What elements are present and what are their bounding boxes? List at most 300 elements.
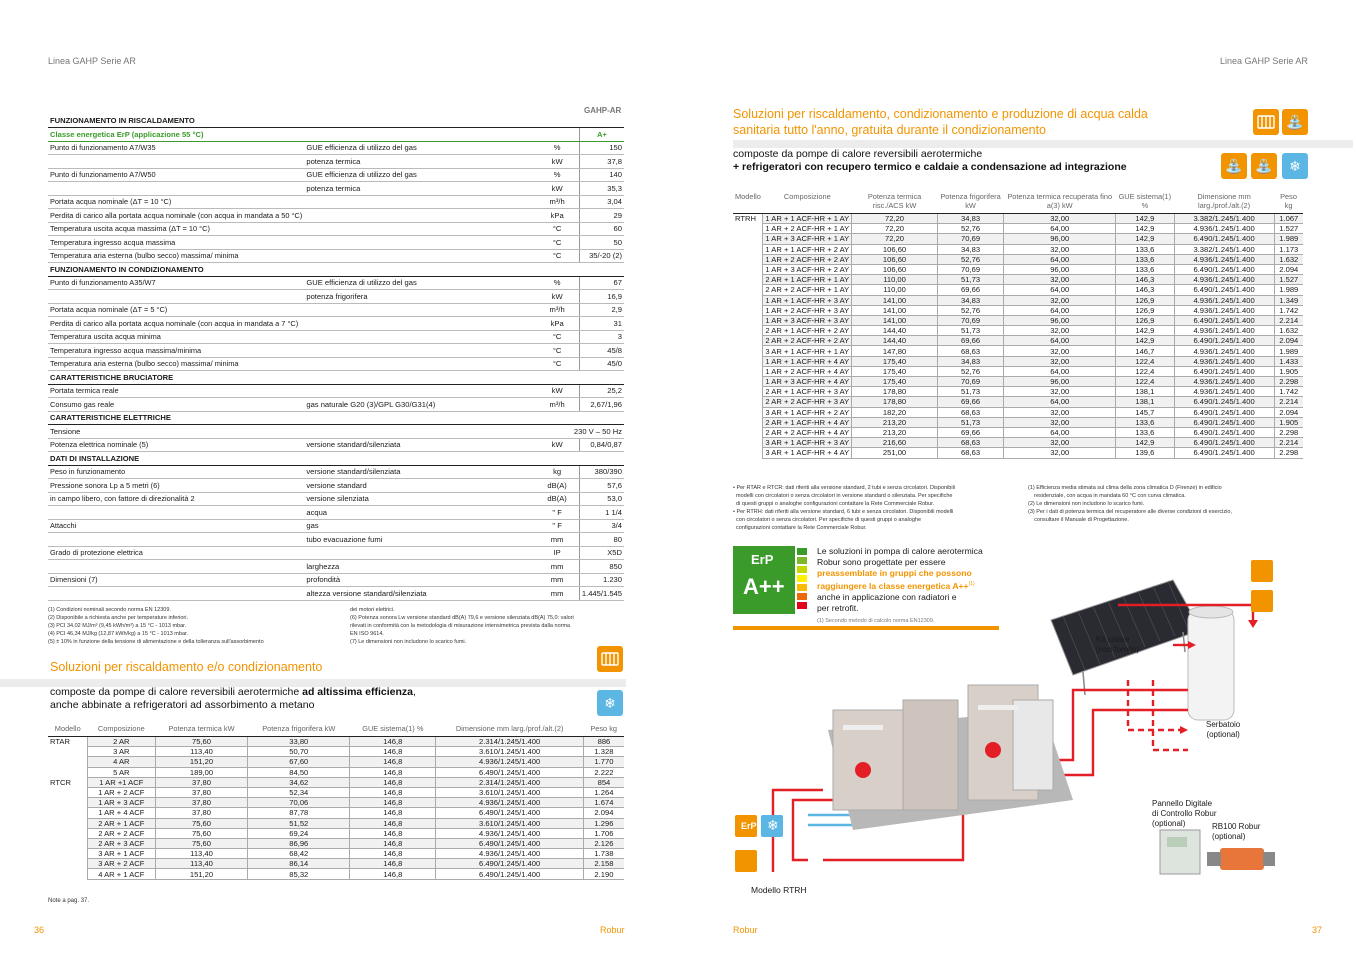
spec-label: Portata acqua nominale (ΔT = 5 °C) <box>48 303 304 317</box>
table-cell: 6.490/1.245/1.400 <box>1174 366 1274 376</box>
model-cell <box>733 377 763 387</box>
table-cell: 3.610/1.245/1.400 <box>436 747 583 757</box>
table-cell: 1.989 <box>1274 234 1303 244</box>
spec-label: Temperatura aria esterna (bulbo secco) massima/ minima <box>48 249 304 263</box>
spec-label: Portata acqua nominale (ΔT = 10 °C) <box>48 195 304 209</box>
spec-label: Punto di funzionamento A35/W7 <box>48 276 304 290</box>
spec-label <box>48 182 304 196</box>
footnote-line: (3) PCI 34,02 MJ/m³ (9,45 kWh/m³) a 15 °C - 1013 mbar. <box>48 623 187 629</box>
radiator-icon <box>597 646 623 672</box>
table-cell: 1 AR + 3 ACF <box>87 798 155 808</box>
table-cell: 122,4 <box>1116 377 1174 387</box>
table-cell: 1.067 <box>1274 214 1303 224</box>
footnotes-left <box>48 606 338 646</box>
table-cell: 106,60 <box>852 244 938 254</box>
spec-unit: kPa <box>535 317 579 331</box>
kit-solare-label <box>1096 635 1139 655</box>
table-row <box>733 214 1303 224</box>
erp-text-6: per retrofit. <box>817 602 859 613</box>
table-cell: 70,69 <box>937 315 1003 325</box>
title-line1: Soluzioni per riscaldamento, condizionamento e produzione di acqua calda <box>733 107 1148 121</box>
model-cell <box>733 254 763 264</box>
spec-label: Perdita di carico alla portata acqua nominale (con acqua in mandata a 7 °C) <box>48 317 304 331</box>
table-cell: 175,40 <box>852 356 938 366</box>
brand-footer: Robur <box>733 925 758 935</box>
rtrh-table <box>733 190 1303 459</box>
spec-label: Potenza elettrica nominale (5) <box>48 438 304 452</box>
spec-section-label: CARATTERISTICHE BRUCIATORE <box>48 371 624 385</box>
table-cell: 37,80 <box>155 808 248 818</box>
model-cell <box>733 417 763 427</box>
erp-text-1: Le soluzioni in pompa di calore aerotermica <box>817 546 983 556</box>
model-cell <box>733 326 763 336</box>
table-cell: 2.214 <box>1274 397 1303 407</box>
spec-row <box>48 519 624 533</box>
spec-sublabel: versione standard <box>304 479 535 493</box>
footnotes-right <box>350 606 630 646</box>
table-cell: 110,00 <box>852 285 938 295</box>
footnotes-right <box>1028 484 1318 524</box>
footnote-line: di questi gruppi o analoghe configurazioni contattare la Rete Commerciale Robur. <box>733 501 935 507</box>
table-cell: 6.490/1.245/1.400 <box>1174 315 1274 325</box>
page-number: 36 <box>34 925 45 935</box>
table-row <box>48 849 624 859</box>
table-cell: 133,6 <box>1116 264 1174 274</box>
table-cell: 2.222 <box>583 767 624 777</box>
table-cell: 1.989 <box>1274 285 1303 295</box>
table-cell: 32,00 <box>1004 275 1116 285</box>
spec-value: 35/-20 (2) <box>579 249 624 263</box>
table-header-cell: Potenza frigorifera kW <box>248 722 350 737</box>
table-cell: 4.936/1.245/1.400 <box>1174 295 1274 305</box>
table-cell: 6.490/1.245/1.400 <box>436 859 583 869</box>
spec-value: 3,04 <box>579 195 624 209</box>
spec-sublabel <box>304 222 535 236</box>
table-cell: 69,24 <box>248 828 350 838</box>
table-cell: 85,32 <box>248 869 350 879</box>
erp-footnote: (1) Secondo metodo di calcolo norma EN12309. <box>817 617 935 624</box>
footnote-line: consultare il Manuale di Progettazione. <box>1028 517 1129 523</box>
column-header: GAHP-AR <box>584 106 622 115</box>
table-cell: 37,80 <box>155 777 248 787</box>
table-cell: 4.936/1.245/1.400 <box>1174 326 1274 336</box>
footnote-line: (1) Efficienza media stimata sul clima della zona climatica D (Firenze) in edificio <box>1028 485 1222 491</box>
table-cell: 4.936/1.245/1.400 <box>1174 305 1274 315</box>
snowflake-icon: ❄ <box>767 817 779 833</box>
model-cell <box>48 849 87 859</box>
table-cell: 213,20 <box>852 417 938 427</box>
table-cell: 51,73 <box>937 387 1003 397</box>
model-cell <box>48 767 87 777</box>
table-cell: 2 AR + 1 ACF-HR + 3 AY <box>763 387 852 397</box>
table-cell: 146,7 <box>1116 346 1174 356</box>
spec-section-row <box>48 452 624 466</box>
model-cell <box>733 224 763 234</box>
spec-unit: kPa <box>535 209 579 223</box>
table-cell: 126,9 <box>1116 315 1174 325</box>
table-cell: 141,00 <box>852 315 938 325</box>
table-cell: 68,63 <box>937 438 1003 448</box>
spec-label: Consumo gas reale <box>48 398 304 412</box>
spec-sublabel: GUE efficienza di utilizzo del gas <box>304 141 535 155</box>
model-cell <box>733 397 763 407</box>
table-row <box>733 356 1303 366</box>
spec-row <box>48 330 624 344</box>
spec-value: 60 <box>579 222 624 236</box>
table-cell: 1.296 <box>583 818 624 828</box>
spec-unit: IP <box>535 546 579 560</box>
pannello: Pannello Digitale <box>1152 799 1213 808</box>
spec-label: in campo libero, con fattore di direzionalità 2 <box>48 492 304 506</box>
table-cell: 146,8 <box>350 757 436 767</box>
table-header-cell: Peso kg <box>583 722 624 737</box>
spec-label: Classe energetica ErP (applicazione 55 °C) <box>48 128 579 142</box>
table-cell: 70,69 <box>937 377 1003 387</box>
spec-value: 16,9 <box>579 290 624 304</box>
table-cell: 145,7 <box>1116 407 1174 417</box>
spec-sublabel: larghezza <box>304 560 535 574</box>
table-row <box>733 407 1303 417</box>
table-header-cell: Composizione <box>763 190 852 214</box>
table-cell: 32,00 <box>1004 387 1116 397</box>
table-cell: 146,8 <box>350 869 436 879</box>
spec-label: Punto di funzionamento A7/W35 <box>48 141 304 155</box>
footnote-line: (4) PCI 46,34 MJ/kg (12,87 kWh/kg) a 15 °C - 1013 mbar. <box>48 631 189 637</box>
table-cell: 151,20 <box>155 869 248 879</box>
spec-row <box>48 222 624 236</box>
spec-unit: % <box>535 168 579 182</box>
spec-row <box>48 506 624 520</box>
table-cell: 142,9 <box>1116 326 1174 336</box>
table-cell: 146,3 <box>1116 275 1174 285</box>
table-row <box>48 747 624 757</box>
footnote-line: (1) Condizioni nominali secondo norma EN 12309. <box>48 607 171 613</box>
spec-unit: kW <box>535 384 579 398</box>
table-row <box>733 427 1303 437</box>
spec-row <box>48 182 624 196</box>
spec-unit: dB(A) <box>535 492 579 506</box>
spec-sublabel <box>304 384 535 398</box>
model-cell <box>733 387 763 397</box>
spec-sublabel: versione silenziata <box>304 492 535 506</box>
table-cell: 146,8 <box>350 747 436 757</box>
table-cell: 51,73 <box>937 417 1003 427</box>
table-cell: 3 AR + 1 ACF-HR + 2 AY <box>763 407 852 417</box>
table-row <box>48 818 624 828</box>
footnote-line: dei motori elettrici. <box>350 607 395 613</box>
page-number: 37 <box>1312 925 1323 935</box>
table-cell: 52,34 <box>248 787 350 797</box>
model-cell <box>733 356 763 366</box>
spec-unit: mm <box>535 533 579 547</box>
table-cell: 2 AR + 1 ACF <box>87 818 155 828</box>
spec-value: 2,67/1,96 <box>579 398 624 412</box>
table-cell: 4.936/1.245/1.400 <box>1174 377 1274 387</box>
table-cell: 4.936/1.245/1.400 <box>436 828 583 838</box>
spec-value: 45/8 <box>579 344 624 358</box>
spec-row <box>48 492 624 506</box>
table-cell: 138,1 <box>1116 387 1174 397</box>
table-cell: 141,00 <box>852 295 938 305</box>
rb100: RB100 Robur <box>1212 822 1261 831</box>
table-cell: 87,78 <box>248 808 350 818</box>
snowflake-icon: ❄ <box>597 690 623 716</box>
table-cell: 32,00 <box>1004 448 1116 458</box>
spec-row <box>48 195 624 209</box>
spec-value: 230 V – 50 Hz <box>304 425 624 439</box>
spec-unit: °C <box>535 236 579 250</box>
spec-label <box>48 533 304 547</box>
table-cell: 3 AR + 1 ACF-HR + 3 AY <box>763 438 852 448</box>
spec-value: 150 <box>579 141 624 155</box>
spec-label: Punto di funzionamento A7/W50 <box>48 168 304 182</box>
table-row <box>733 377 1303 387</box>
spec-section-label: DATI DI INSTALLAZIONE <box>48 452 624 466</box>
spec-row <box>48 303 624 317</box>
serbatoio-sub: (optional) <box>1206 730 1240 739</box>
table-subtitle <box>50 686 416 712</box>
table-cell: 106,60 <box>852 254 938 264</box>
table-cell: 146,8 <box>350 767 436 777</box>
table-cell: 32,00 <box>1004 214 1116 224</box>
table-cell: 144,40 <box>852 326 938 336</box>
spec-sublabel <box>304 344 535 358</box>
table-cell: 34,62 <box>248 777 350 787</box>
subtitle-bold: ad altissima efficienza <box>302 686 414 698</box>
table-cell: 1 AR + 1 ACF-HR + 4 AY <box>763 356 852 366</box>
table-cell: 146,8 <box>350 808 436 818</box>
spec-label: Attacchi <box>48 519 304 533</box>
spec-value: 850 <box>579 560 624 574</box>
spec-sublabel: potenza termica <box>304 182 535 196</box>
subtitle-line2: anche abbinate a refrigeratori ad assorbimento a metano <box>50 699 315 711</box>
table-cell: 6.490/1.245/1.400 <box>1174 417 1274 427</box>
table-row <box>48 828 624 838</box>
spec-unit: " F <box>535 506 579 520</box>
table-cell: 2.298 <box>1274 448 1303 458</box>
footnote-line: (6) Potenza sonora Lw versione standard dB(A) 79,6 e versione silenziata dB(A) 75,0: valori <box>350 615 574 621</box>
system-diagram <box>733 560 1333 905</box>
table-cell: 133,6 <box>1116 417 1174 427</box>
spec-unit: kg <box>535 465 579 479</box>
table-row <box>733 315 1303 325</box>
table-cell: 2 AR + 1 ACF-HR + 1 AY <box>763 275 852 285</box>
serbatoio-label <box>1206 720 1240 740</box>
erp-small-icon: ErP <box>741 821 757 831</box>
table-cell: 2.158 <box>583 859 624 869</box>
table-header-cell: GUE sistema(1) % <box>1116 190 1174 214</box>
table-cell: 113,40 <box>155 747 248 757</box>
table-cell: 32,00 <box>1004 346 1116 356</box>
table-cell: 75,60 <box>155 828 248 838</box>
spec-label: Temperatura aria esterna (bulbo secco) massima/ minima <box>48 357 304 371</box>
table-cell: 1.706 <box>583 828 624 838</box>
table-cell: 1 AR + 3 ACF-HR + 4 AY <box>763 377 852 387</box>
spec-unit: °C <box>535 344 579 358</box>
table-cell: 3.382/1.245/1.400 <box>1174 214 1274 224</box>
spec-value: 50 <box>579 236 624 250</box>
spec-unit: mm <box>535 560 579 574</box>
footnote-line: (3) Per i dati di potenza termica del recuperatore alle diverse condizioni di esercizio, <box>1028 509 1232 515</box>
spec-unit: kW <box>535 290 579 304</box>
table-cell: 67,60 <box>248 757 350 767</box>
page-header: Linea GAHP Serie AR <box>48 56 136 66</box>
table-cell: 133,6 <box>1116 244 1174 254</box>
model-cell <box>48 787 87 797</box>
table-cell: 146,8 <box>350 828 436 838</box>
spec-row <box>48 546 624 560</box>
table-cell: 6.490/1.245/1.400 <box>1174 285 1274 295</box>
table-cell: 2 AR + 2 ACF-HR + 3 AY <box>763 397 852 407</box>
table-cell: 64,00 <box>1004 224 1116 234</box>
table-cell: 32,00 <box>1004 326 1116 336</box>
pannello-label <box>1152 799 1216 829</box>
footnote-line: residenziale, con acqua in mandata 60 °C con curva climatica. <box>1028 493 1186 499</box>
table-cell: 70,69 <box>937 264 1003 274</box>
table-cell: 72,20 <box>852 224 938 234</box>
spec-label: Temperatura ingresso acqua massima/minima <box>48 344 304 358</box>
model-cell: RTCR <box>50 777 71 787</box>
footnote-line: (2) Le dimensioni non includono lo scarico fumi. <box>1028 501 1145 507</box>
table-cell: 1.674 <box>583 798 624 808</box>
table-cell: 96,00 <box>1004 234 1116 244</box>
table-cell: 1 AR + 3 ACF-HR + 1 AY <box>763 234 852 244</box>
model-cell <box>733 366 763 376</box>
spec-unit: °C <box>535 357 579 371</box>
table-cell: 6.490/1.245/1.400 <box>1174 234 1274 244</box>
table-cell: 6.490/1.245/1.400 <box>436 808 583 818</box>
spec-sublabel: GUE efficienza di utilizzo del gas <box>304 168 535 182</box>
subtitle-text: composte da pompe di calore reversibili aerotermiche <box>50 686 303 698</box>
snowflake-icon: ❄ <box>1282 153 1308 179</box>
spec-value: 53,0 <box>579 492 624 506</box>
spec-section-row <box>48 371 624 385</box>
table-cell: 64,00 <box>1004 336 1116 346</box>
table-cell: 1.738 <box>583 849 624 859</box>
table-row <box>733 346 1303 356</box>
table-cell: 133,6 <box>1116 254 1174 264</box>
table-note: Note a pag. 37. <box>48 898 90 904</box>
table-cell: 4.936/1.245/1.400 <box>1174 356 1274 366</box>
spec-row <box>48 249 624 263</box>
table-cell: 84,50 <box>248 767 350 777</box>
footnote-line: (2) Disponibile a richiesta anche per temperature inferiori. <box>48 615 189 621</box>
table-cell: 1.742 <box>1274 305 1303 315</box>
table-header-cell: Peso kg <box>1274 190 1303 214</box>
table-cell: 64,00 <box>1004 305 1116 315</box>
table-cell: 6.490/1.245/1.400 <box>436 767 583 777</box>
footnote-line: modelli con circolatori o senza circolatori in versione standard o silenziata. Per specifiche <box>733 493 953 499</box>
table-cell: 133,6 <box>1116 427 1174 437</box>
table-row <box>733 224 1303 234</box>
model-cell <box>48 818 87 828</box>
table-cell: 70,06 <box>248 798 350 808</box>
table-cell: 178,80 <box>852 397 938 407</box>
table-cell: 6.490/1.245/1.400 <box>1174 438 1274 448</box>
table-cell: 1.173 <box>1274 244 1303 254</box>
spec-row <box>48 168 624 182</box>
table-cell: 122,4 <box>1116 356 1174 366</box>
erp-text-5: anche in applicazione con radiatori e <box>817 591 957 602</box>
spec-label: Grado di protezione elettrica <box>48 546 304 560</box>
spec-label: Perdita di carico alla portata acqua nominale (con acqua in mandata a 50 °C) <box>48 209 304 223</box>
table-cell: 146,8 <box>350 787 436 797</box>
table-cell: 86,14 <box>248 859 350 869</box>
table-cell: 4 AR + 1 ACF <box>87 869 155 879</box>
model-cell <box>48 838 87 848</box>
subtitle-line1: composte da pompe di calore reversibili aerotermiche <box>733 148 983 160</box>
rb100-sub: (optional) <box>1212 832 1246 841</box>
table-cell: 2.094 <box>1274 336 1303 346</box>
spec-label: Dimensioni (7) <box>48 573 304 587</box>
pannello-2: di Controllo Robur <box>1152 809 1217 818</box>
table-cell: 6.490/1.245/1.400 <box>1174 336 1274 346</box>
table-header-cell: Potenza termica risc./ACS kW <box>852 190 938 214</box>
erp-class: A++ <box>743 574 785 599</box>
table-cell: 106,60 <box>852 264 938 274</box>
table-cell: 122,4 <box>1116 366 1174 376</box>
table-row <box>733 438 1303 448</box>
spec-section-row <box>48 263 624 277</box>
table-cell: 854 <box>583 777 624 787</box>
table-cell: 96,00 <box>1004 264 1116 274</box>
footnote-line: EN ISO 9614. <box>350 631 384 637</box>
table-cell: 75,60 <box>155 737 248 747</box>
table-cell: 3 AR + 1 ACF-HR + 4 AY <box>763 448 852 458</box>
table-cell: 1.433 <box>1274 356 1303 366</box>
spec-sublabel <box>304 303 535 317</box>
table-row <box>733 326 1303 336</box>
table-cell: 4.936/1.245/1.400 <box>436 798 583 808</box>
footnote-line: • Per RTAR e RTCR: dati riferiti alla versione standard, 2 tubi e senza circolatori. Disponibili <box>733 485 956 491</box>
spec-sublabel <box>304 330 535 344</box>
table-header-row <box>733 190 1303 214</box>
spec-value: A+ <box>579 128 624 142</box>
table-header-cell: Composizione <box>87 722 155 737</box>
spec-sublabel: gas naturale G20 (3)/GPL G30/G31(4) <box>304 398 535 412</box>
table-cell: 142,9 <box>1116 336 1174 346</box>
table-header-cell: GUE sistema(1) % <box>350 722 436 737</box>
spec-unit: kW <box>535 438 579 452</box>
table-cell: 1.632 <box>1274 326 1303 336</box>
table-cell: 1.349 <box>1274 295 1303 305</box>
table-cell: 3.382/1.245/1.400 <box>1174 244 1274 254</box>
tap-recovery-icon: ⛲ <box>1251 153 1277 179</box>
table-cell: 64,00 <box>1004 427 1116 437</box>
table-cell: 1 AR + 2 ACF-HR + 2 AY <box>763 254 852 264</box>
spec-row <box>48 236 624 250</box>
spec-row <box>48 344 624 358</box>
spec-sublabel <box>304 546 535 560</box>
spec-unit: °C <box>535 222 579 236</box>
table-cell: 1 AR + 1 ACF-HR + 3 AY <box>763 295 852 305</box>
table-cell: 4 AR <box>87 757 155 767</box>
model-cell <box>733 264 763 274</box>
spec-label: Portata termica reale <box>48 384 304 398</box>
table-cell: 182,20 <box>852 407 938 417</box>
spec-sublabel: acqua <box>304 506 535 520</box>
spec-sublabel <box>304 249 535 263</box>
spec-row <box>48 317 624 331</box>
table-cell: 2 AR + 1 ACF-HR + 4 AY <box>763 417 852 427</box>
table-cell: 175,40 <box>852 366 938 376</box>
spec-row <box>48 479 624 493</box>
spec-sublabel: potenza termica <box>304 155 535 169</box>
spec-value: 29 <box>579 209 624 223</box>
spec-sublabel: profondità <box>304 573 535 587</box>
spec-value: 1 1/4 <box>579 506 624 520</box>
table-row <box>733 275 1303 285</box>
